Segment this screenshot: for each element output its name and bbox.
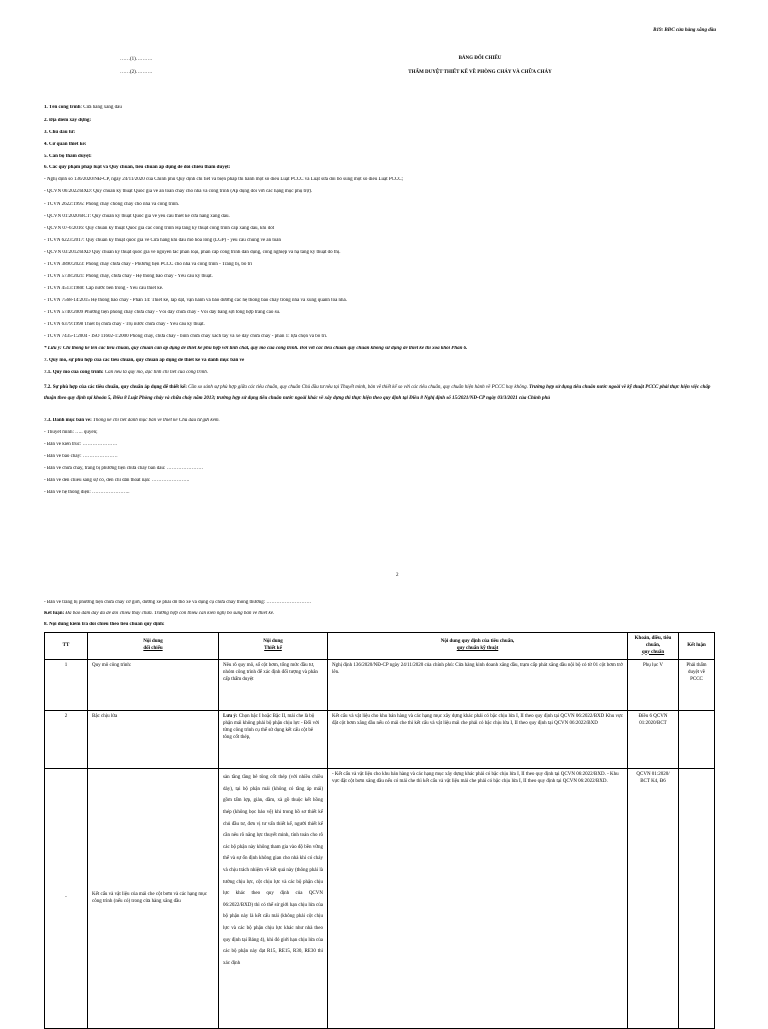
cell-doichieu: Bậc chịu lửa [88, 711, 219, 769]
cell-tt: 1 [45, 660, 88, 711]
header-thietke: Nội dung Thiết kế [219, 633, 328, 660]
cell-thietke: sàn tầng tầng bê tông cốt thép (với nhiều chiều dày), tại bộ phận mái (không có tầng áp mái) gồm tấm lợp, giàn, dầm, xà gồ thuộc kết hồng thép (không bọc bảo vệ) khi trong hồ sơ thiết kế chủ đầu tư, đơn vị tư vấn thiết kế, người thiết kế cần nêu rõ năng lực thuyết minh, tính toán cho rõ các bộ phận này không tham gia vào độ bền vững thể và sự ổn định không gian cho nhà khi có cháy và chịu trách nhiệm về kết quả này (thông phải là tường chịu lực, cột chịu lực và các bộ phận chịu lực khác theo quy định của QCVN 06:2022/BXD) thì có thể sử giới hạn chịu lửa của bộ phận này là kết cấu mái (không phải cột chịu lực và các bộ phận chịu lực khác như nhà theo quy định tại Bảng 4), khi đó giới hạn chịu lửa của các bộ phận này đạt R15, RE15, R30, RE30 thì xác định [219, 769, 328, 1029]
document-title: BẢNG ĐỐI CHIẾU [458, 56, 502, 61]
standard-item: - QCVN 06:2022/BXD: Quy chuẩn kỹ thuật Quốc gia về an toàn cháy cho nhà và công trình (Áp dụng đối với các hạng mục phụ trợ). [44, 189, 313, 194]
header-doichieu: Nội dung đối chiếu [88, 633, 219, 660]
cell-khoan: Phụ lục V [628, 660, 679, 711]
cell-thietke: Lưu ý: Chọn bậc I hoặc Bậc II, mái che là bộ phận mái không phải bộ phận chịu lực - Đối với từng công trình cụ thể sử dụng kết cấu cột bê tông cốt thép, [219, 711, 328, 769]
cell-quydinh: Kết cấu và vật liệu cho khu bán hàng và các hạng mục xây dựng khác phải có bậc chịu lửa I, II theo quy định tại QCVN 06:2022/BXD Khu vực đặt cột bơm xăng dầu nếu có mái che thì kết cấu và vật liệu mái che phải có bậc chịu lửa I, II theo quy định tại QCVN 06:2022/BXD [328, 711, 628, 769]
item-7-2: 7.2. Sự phù hợp của các tiêu chuẩn, quy chuẩn áp dụng để thiết kế: Cần so sánh sự phù hợp giữa các tiêu chuẩn, quy chuẩn Chủ đầu tư nêu tại Thuyết minh, bản vẽ thiết kế so với các tiêu chuẩn, quy chuẩn hiện hành về PCCC hay không. Trường hợp sử dụng tiêu chuẩn nước ngoài về kỹ thuật PCCC phải thực hiện việc chấp thuận theo quy định tại khoản 5, Điều 8 Luật Phòng cháy và chữa cháy năm 2013; trường hợp sử dụng tiêu chuẩn nước ngoài khác về xây dựng thì thực hiện theo quy định tại Điều 8 Nghị định số 15/2021/NĐ-CP ngày 03/3/2021 của Chính phủ [44, 385, 711, 401]
standard-item: - TCVN 7435-1:2004 - ISO 11602-1:2000 Phòng cháy, chữa cháy - bình chữa cháy xách tay và xe đẩy chữa cháy - phần 1: lựa chọn và bố trí. [44, 334, 328, 339]
standard-item: - TCVN 5740:2009 Phương tiện phòng cháy chữa cháy - Vòi đẩy chữa cháy - Vòi đẩy bằng sợi tổng hợp tráng cao su. [44, 310, 281, 315]
drawing-item: - Bản vẽ chữa cháy, trang bị phương tiện chữa cháy ban đầu: …………………. [44, 466, 203, 471]
comparison-table [44, 632, 715, 1029]
item-7-1: 7.1. Quy mô của công trình: Cần nêu tả quy mô, đặc tính chi tiết của công trình. [44, 370, 209, 375]
cell-ketluan [679, 711, 715, 769]
item-7: 7. Quy mô, sự phù hợp của các tiêu chuẩn, quy chuẩn áp dụng để thiết kế và danh mục bản vẽ [44, 358, 245, 363]
item-6: 6. Các quy phạm pháp luật và Quy chuẩn, tiêu chuẩn áp dụng để đối chiếu thẩm duyệt: [44, 165, 231, 170]
cell-quydinh: - Kết cấu và vật liệu cho khu bán hàng và các hạng mục xây dựng khác phải có bậc chịu lửa I, II theo quy định tại QCVN 06:2022/BXD. - Khu vực đặt cột bơm xăng dầu nếu có mái che thì kết cấu và vật liệu mái che phải có bậc chịu lửa I, II theo quy định tại QCVN 06:2022/BXD. [328, 769, 628, 1029]
cell-quydinh: Nghị định 136/2020/NĐ-CP ngày 24/11/2020 của chính phủ: Cửa hàng kinh doanh xăng dầu, trạm cấp phát xăng dầu nội bộ có từ 01 cột bơm trở lên. [328, 660, 628, 711]
cell-doichieu: Kết cấu và vật liệu của mái che cột bơm và các hạng mục công trình (nếu có) trong cửa hàng xăng dầu [88, 769, 219, 1029]
standard-item: - TCVN 2622:1995: Phòng cháy chống cháy cho nhà và công trình. [44, 202, 180, 207]
header-tt: TT [45, 633, 88, 660]
standard-item: - TCVN 3890:2023: Phòng cháy chữa cháy - Phương tiện PCCC cho nhà và công trình - Trang bị, bố trí [44, 262, 253, 267]
standard-item: - QCVN 01:2020/BCT: Quy chuẩn kỹ thuật Quốc gia về yêu cầu thiết kế cửa hàng xăng dầu. [44, 214, 230, 219]
table-row [45, 660, 715, 711]
cell-ketluan: Phải thẩm duyệt về PCCC [679, 660, 715, 711]
drawing-item: - Bản vẽ báo cháy: ………………… [44, 454, 118, 459]
item-8: 8. Nội dung kiểm tra đối chiếu theo tiêu chuẩn quy định: [44, 622, 165, 627]
header-quydinh: Nội dung quy định của tiêu chuẩn, quy chuẩn kỹ thuật [328, 633, 628, 660]
standard-item: - TCVN 5738:2021: Phòng cháy, chữa cháy - Hệ thống báo cháy - Yêu cầu kỹ thuật. [44, 274, 213, 279]
cell-tt: 2 [45, 711, 88, 769]
cell-ketluan [679, 769, 715, 1029]
drawing-item: - Bản vẽ kiến trúc: ………………… [44, 442, 118, 447]
header-ketluan: Kết luận [679, 633, 715, 660]
table-row [45, 711, 715, 769]
agency-line-1: ……(1)………. [120, 57, 153, 62]
cell-khoan: QCVN 01:2020/ BCT K4, Đ6 [628, 769, 679, 1029]
standard-item: - Nghị định số 136/2020/NĐ-CP, ngày 24/11/2020 của Chính phủ Quy định chi tiết và biện pháp thi hành một số điều Luật PCCC và Luật sửa đổi bổ sung một số điều Luật PCCC; [44, 177, 404, 182]
header-khoan: Khoản, điều, tiêu chuẩn, quy chuẩn [628, 633, 679, 660]
drawing-item: - Bản vẽ đèn chiếu sáng sự cố, đèn chỉ dẫn thoát nạn: ………………….. [44, 478, 190, 483]
note-luu-y: * Lưu ý: Chỉ thống kê tên các tiêu chuẩn, quy chuẩn cần áp dụng để thiết kế phù hợp với tính chất, quy mô của công trình. Đối với các tiêu chuẩn quy chuẩn không sử dụng để thiết kế thì xóa khỏi Phần 6. [44, 346, 468, 351]
cell-khoan: Điều 6 QCVN 01:2020/BCT [628, 711, 679, 769]
item-5: 5. Cán bộ thẩm duyệt: [44, 154, 92, 159]
item-7-3: 7.3. Danh mục bản vẽ: Thống kê chi tiết danh mục bản vẽ thiết kế Chủ đầu tư gửi kèm. [44, 418, 220, 423]
standard-item: - TCVN 7568-14:2015 Hệ thống báo cháy - Phần 14: Thiết kế, lắp đặt, vận hành và bảo dưỡng các hệ thống báo cháy trong nhà và xung quanh tòa nhà. [44, 298, 348, 303]
page-number: 2 [396, 573, 399, 578]
conclusion: Kết luận: Đã bao đảm đầy đủ để đối chiếu thay chưa. Trường hợp còn thiếu cần kiến nghị bổ sung bản vẽ thiết kế. [44, 611, 275, 616]
standard-item: - QCVN 03:2012/BXD Quy chuẩn kỹ thuật quốc gia về nguyên tắc phân loại, phân cấp công trình dân dụng, công nghiệp và hạ tầng kỹ thuật đô thị. [44, 250, 341, 255]
item-3: 3. Chủ đầu tư: [44, 130, 76, 135]
standard-item: - QCVN 07-6:2016: Quy chuẩn kỹ thuật Quốc gia các công trình Hạ tầng kỹ thuật công trình cấp xăng dầu, khí đốt [44, 226, 275, 231]
item-2: 2. Địa điểm xây dựng: [44, 118, 92, 123]
cell-tt: - [45, 769, 88, 1029]
document-subtitle: THẨM DUYỆT THIẾT KẾ VỀ PHÒNG CHÁY VÀ CHỮA CHÁY [408, 70, 552, 75]
cell-thietke: Nêu rõ quy mô, số cột bơm, tổng mức đầu tư, nhóm công trình để xác định đối tượng và phân cấp thẩm duyệt [219, 660, 328, 711]
table-header-row [45, 633, 715, 660]
drawing-item: - Bản vẽ hệ thống điện: ………………….. [44, 490, 130, 495]
item-1: 1. Tên công trình: Cửa hàng xăng dầu [44, 105, 122, 110]
drawing-item: - Thuyết minh: ….. quyển; [44, 430, 98, 435]
page2-drawing-line: - Bản vẽ trang bị phương tiện chữa cháy cơ giới, đường xe phải đỗ thỏ xe và dụng cụ chữa cháy thông thường: ……………………… [44, 600, 312, 605]
cell-doichieu: Quy mô công trình: [88, 660, 219, 711]
agency-line-2: ……(2)………. [120, 70, 153, 75]
standard-item: - TCVN 6223:2017: Quy chuẩn kỹ thuật quốc gia về Cửa hàng khí dầu mỏ hóa lỏng (LGP) - yêu cầu chung về an toàn [44, 238, 282, 243]
table-row [45, 769, 715, 1029]
form-code: B19: BĐC cửa hàng xăng dầu [653, 28, 716, 33]
item-4: 4. Cơ quan thiết kế: [44, 142, 87, 147]
standard-item: - TCVN 4513:1988: Cấp nước bên trong - Yêu cầu thiết kế. [44, 286, 164, 291]
standard-item: - TCVN 6379:1998 Thiết bị chữa cháy - Trụ nước chữa cháy - Yêu cầu kỹ thuật. [44, 322, 205, 327]
